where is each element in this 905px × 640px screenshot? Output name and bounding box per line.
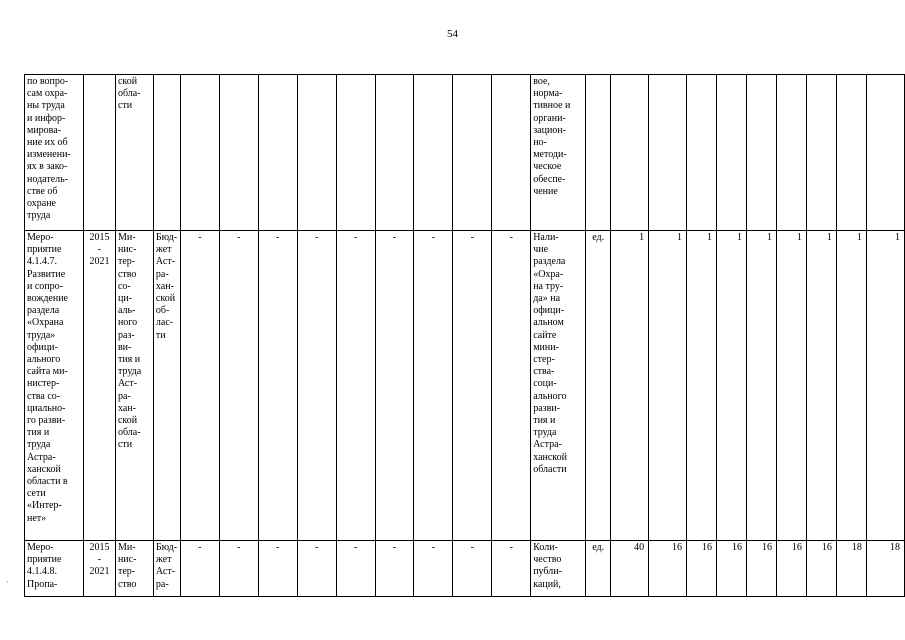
indicator-value-cell [836, 541, 866, 597]
funding-amount-cell [297, 231, 336, 541]
period-cell [83, 541, 115, 597]
indicator-value-cell-text: 1 [856, 232, 862, 243]
indicator-value-cell-text: 1 [895, 232, 900, 243]
funding-amount-cell-text: - [353, 542, 358, 553]
funding-amount-cell-text: - [198, 232, 202, 243]
indicator-value-cell [776, 231, 806, 541]
executor-cell-text: ской обла- сти [117, 76, 141, 112]
funding-source-cell-text: Бюд- жет Аст- ра- [155, 542, 178, 590]
funding-amount-cell [336, 231, 375, 541]
indicator-value-cell [687, 231, 717, 541]
indicator-value-cell-text: 16 [702, 542, 712, 553]
indicator-value-cell-text: 1 [766, 232, 772, 243]
funding-source-cell [153, 75, 180, 231]
indicator-value-cell [776, 75, 806, 231]
indicator-value-cell [649, 75, 687, 231]
executor-cell-text: Ми- нис- тер- ство со- ци- аль- ного раз- ви- тия и труда Аст- ра- хан- ской обла- сти [117, 232, 142, 451]
measure-name-cell [25, 231, 84, 541]
indicator-value-cell [687, 75, 717, 231]
funding-amount-cell-text: - [392, 232, 397, 243]
unit-cell-text: ед. [592, 232, 605, 243]
indicator-value-cell-text: 40 [634, 542, 645, 553]
funding-amount-cell-text: - [237, 232, 241, 243]
executor-cell [115, 75, 153, 231]
funding-amount-cell-text: - [353, 232, 358, 243]
funding-source-cell [153, 541, 180, 597]
indicator-cell [531, 75, 586, 231]
funding-amount-cell-text: - [314, 542, 319, 553]
funding-amount-cell [219, 541, 258, 597]
period-cell-text: 2015 - 2021 [89, 542, 110, 578]
funding-amount-cell [258, 541, 297, 597]
funding-amount-cell-text: - [431, 542, 436, 553]
indicator-value-cell [776, 541, 806, 597]
program-table [24, 74, 905, 597]
indicator-value-cell [649, 541, 687, 597]
funding-amount-cell [180, 231, 219, 541]
indicator-value-cell-text: 18 [851, 542, 862, 553]
indicator-value-cell-text: 1 [707, 232, 712, 243]
funding-amount-cell [453, 75, 492, 231]
funding-amount-cell-text: - [276, 542, 280, 553]
funding-amount-cell-text: - [198, 542, 202, 553]
indicator-value-cell-text: 1 [826, 232, 832, 243]
funding-amount-cell-text: - [237, 542, 241, 553]
funding-amount-cell [258, 231, 297, 541]
indicator-value-cell [866, 541, 904, 597]
funding-amount-cell [297, 541, 336, 597]
funding-source-cell-text: Бюд- жет Аст- ра- хан- ской об- лас- ти [155, 232, 178, 341]
indicator-value-cell [649, 231, 687, 541]
measure-name-cell [25, 541, 84, 597]
indicator-value-cell-text: 1 [677, 232, 683, 243]
indicator-value-cell-text: 1 [736, 232, 742, 243]
measure-name-cell-text: Меро- приятие 4.1.4.7. Развитие и сопро- вождение раздела «Охрана труда» офици- ального сайта ми- нистер- ства со- циально- го разви- тия и труда Астра- ханской области в сети «Интер- нет» [27, 232, 68, 524]
executor-cell [115, 231, 153, 541]
executor-cell [115, 541, 153, 597]
period-cell [83, 231, 115, 541]
indicator-value-cell [806, 231, 836, 541]
funding-amount-cell [492, 541, 531, 597]
funding-amount-cell [336, 541, 375, 597]
table-row [25, 75, 905, 231]
unit-cell [586, 231, 611, 541]
funding-amount-cell [375, 231, 414, 541]
indicator-value-cell [806, 541, 836, 597]
indicator-value-cell [866, 231, 904, 541]
funding-amount-cell [219, 231, 258, 541]
funding-amount-cell [414, 541, 453, 597]
indicator-cell [531, 541, 586, 597]
unit-cell [586, 541, 611, 597]
indicator-cell [531, 231, 586, 541]
table-row [25, 541, 905, 597]
funding-amount-cell [375, 541, 414, 597]
indicator-value-cell-text: 16 [731, 542, 742, 553]
period-cell-text: 2015 - 2021 [89, 232, 110, 268]
indicator-value-cell [746, 541, 776, 597]
indicator-value-cell-text: 16 [761, 542, 772, 553]
executor-cell-text: Ми- нис- тер- ство [117, 542, 137, 590]
indicator-value-cell [717, 75, 747, 231]
indicator-cell-text: Нали- чие раздела «Охра- на тру- да» на офици- альном сайте мини- стер- ства- соци- ального разви- тия и труда Астра- ханской области [533, 232, 568, 475]
funding-amount-cell [180, 75, 219, 231]
indicator-value-cell-text: 1 [639, 232, 645, 243]
funding-amount-cell [375, 75, 414, 231]
funding-amount-cell-text: - [431, 232, 436, 243]
indicator-cell-text: Коли- чество публи- каций, [533, 542, 562, 590]
indicator-value-cell-text: 16 [672, 542, 683, 553]
indicator-value-cell [611, 541, 649, 597]
table-row [25, 231, 905, 541]
period-cell [83, 75, 115, 231]
funding-amount-cell-text: - [470, 542, 474, 553]
indicator-value-cell [836, 75, 866, 231]
indicator-value-cell [717, 231, 747, 541]
indicator-value-cell [806, 75, 836, 231]
funding-amount-cell [336, 75, 375, 231]
funding-amount-cell-text: - [314, 232, 319, 243]
indicator-value-cell [611, 75, 649, 231]
funding-amount-cell [297, 75, 336, 231]
funding-amount-cell [453, 541, 492, 597]
indicator-value-cell-text: 18 [890, 542, 900, 553]
funding-amount-cell-text: - [509, 232, 513, 243]
scan-edge-mark: · [6, 578, 9, 587]
measure-name-cell-text: Меро- приятие 4.1.4.8. Пропа- [27, 542, 62, 590]
indicator-value-cell [746, 231, 776, 541]
page-number: 54 [447, 28, 458, 40]
indicator-value-cell [836, 231, 866, 541]
funding-amount-cell [258, 75, 297, 231]
funding-amount-cell [180, 541, 219, 597]
indicator-value-cell-text: 1 [796, 232, 802, 243]
funding-source-cell [153, 231, 180, 541]
indicator-value-cell-text: 16 [821, 542, 832, 553]
funding-amount-cell-text: - [470, 232, 474, 243]
unit-cell [586, 75, 611, 231]
indicator-cell-text: вое, норма- тивное и органи- зацион- но- методи- ческое обеспе- чение [533, 76, 571, 197]
funding-amount-cell-text: - [392, 542, 397, 553]
funding-amount-cell [414, 75, 453, 231]
indicator-value-cell-text: 16 [791, 542, 802, 553]
measure-name-cell-text: по вопро- сам охра- ны труда и инфор- мирова- ние их об изменени- ях в зако- нодатель- стве об охране труда [27, 76, 71, 222]
funding-amount-cell [492, 231, 531, 541]
funding-amount-cell-text: - [509, 542, 513, 553]
funding-amount-cell [453, 231, 492, 541]
indicator-value-cell [866, 75, 904, 231]
indicator-value-cell [611, 231, 649, 541]
indicator-value-cell [687, 541, 717, 597]
measure-name-cell [25, 75, 84, 231]
indicator-value-cell [717, 541, 747, 597]
indicator-value-cell [746, 75, 776, 231]
funding-amount-cell [414, 231, 453, 541]
funding-amount-cell-text: - [276, 232, 280, 243]
unit-cell-text: ед. [592, 542, 605, 553]
funding-amount-cell [492, 75, 531, 231]
funding-amount-cell [219, 75, 258, 231]
